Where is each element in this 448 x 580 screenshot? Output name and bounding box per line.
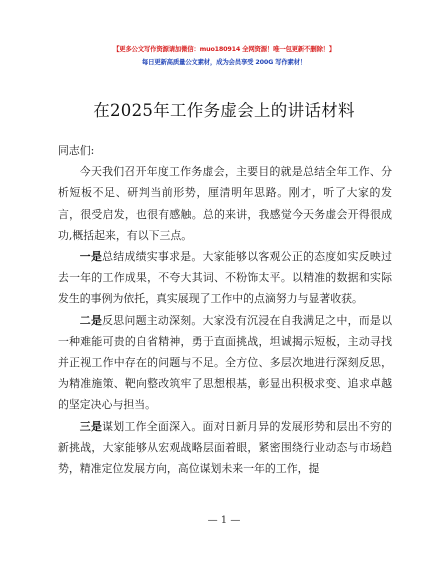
point-lead-1: 一是 xyxy=(79,250,103,264)
point-paragraph-1 xyxy=(58,246,392,310)
point-text-3: 谋划工作全面深入。面对日新月异的发展形势和层出不穷的新挑战，大家能够从宏观战略层面着眼，紧密围绕行业动态与市场趋势，精准定位发展方向，高位谋划未来一年的工作，提 xyxy=(58,419,392,476)
point-lead-3: 三是 xyxy=(79,419,103,433)
document-body xyxy=(58,140,392,479)
point-lead-2: 二是 xyxy=(79,313,103,327)
point-paragraph-2 xyxy=(58,310,392,416)
salutation: 同志们: xyxy=(58,144,95,157)
promo-banner-line-2: 每日更新高质量公文素材，成为会员享受 200G 写作素材！ xyxy=(141,58,307,66)
document-title: 在2025年工作务虚会上的讲话材料 xyxy=(93,101,355,120)
page-number: — 1 — xyxy=(207,515,241,526)
promo-banner-line-1: 【更多公文写作资源请加微信：muo180914 全网资源！唯一包更新不删除！】 xyxy=(112,45,336,53)
point-text-2: 反思问题主动深刻。大家没有沉浸在自我满足之中，而是以一种难能可贵的自省精神，勇于直面挑战，坦诚揭示短板，主动寻找并正视工作中存在的问题与不足。全方位、多层次地进行深刻反思，为精准施策、靶向整改筑牢了思想根基，彰显出积极求变、追求卓越的坚定决心与担当。 xyxy=(58,313,392,412)
point-text-1: 总结成绩实事求是。大家能够以客观公正的态度如实反映过去一年的工作成果，不夸大其词、不粉饰太平。以精准的数据和实际发生的事例为依托，真实展现了工作中的点滴努力与显著收获。 xyxy=(58,250,392,306)
point-paragraph-3 xyxy=(58,416,392,480)
intro-paragraph: 今天我们召开年度工作务虚会，主要目的就是总结全年工作、分析短板不足、研判当前形势，厘清明年思路。刚才，听了大家的发言，很受启发，也很有感触。总的来讲，我感觉今天务虚会开得很成功,概括起来，有以下三点。 xyxy=(58,165,392,242)
